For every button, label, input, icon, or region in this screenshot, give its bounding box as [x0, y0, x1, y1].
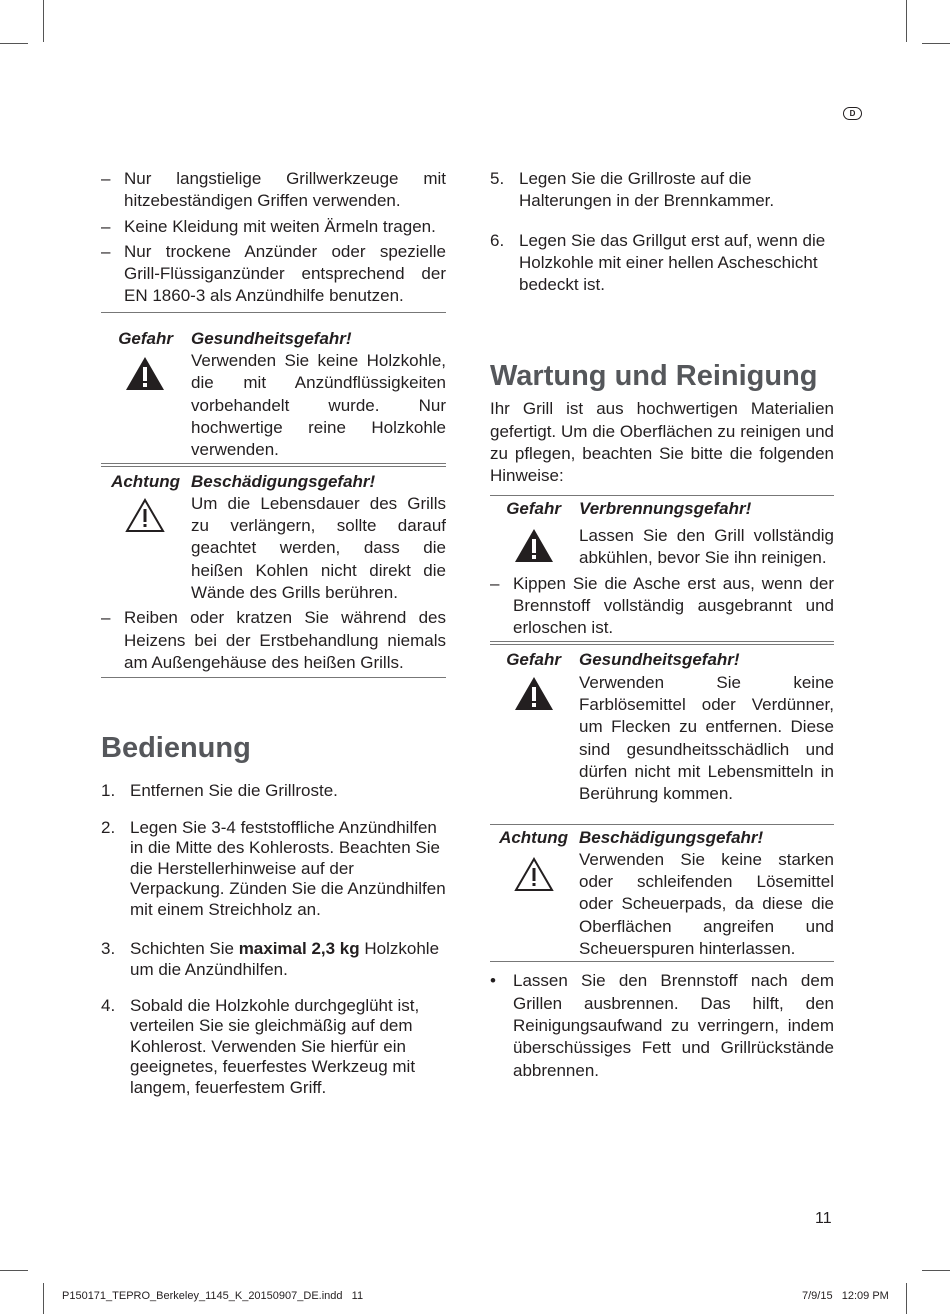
caution-warning — [101, 471, 446, 605]
list-item: 6. Legen Sie das Grillgut erst auf, wenn die Holzkohle mit einer hellen Ascheschicht bedeckt ist. — [490, 230, 826, 295]
intro-text: Ihr Grill ist aus hochwertigen Materialien gefertigt. Um die Oberflächen zu reinigen und zu pflegen, beachten Sie bitte die folgenden Hinweise: — [490, 399, 834, 486]
list-item: – Reiben oder kratzen Sie während des Heizens bei der Erstbehandlung niemals am Außengehäuse des heißen Grills. — [101, 608, 446, 672]
warning-text: Verwenden Sie keine starken oder schleifenden Lösemittel oder Scheuerpads, da diese die Oberflächen angreifen und Scheuerspuren hinterlassen. — [579, 849, 834, 959]
warning-label: Gefahr — [506, 650, 561, 670]
crop-mark — [906, 0, 907, 42]
warning-text: Um die Lebensdauer des Grills zu verlängern, sollte darauf geachtet werden, dass die heißen Kohlen nicht direkt die Wände des Grills berühren. — [191, 493, 446, 603]
list-item: 2. Legen Sie 3-4 feststoffliche Anzündhilfen in die Mitte des Kohlerosts. Beachten Sie die Herstellerhinweise auf der Verpackung. Zünden Sie die Anzündhilfen mit einem Streichholz an. — [101, 817, 446, 919]
language-badge: D — [843, 107, 862, 120]
list-item: – Kippen Sie die Asche erst aus, wenn der Brennstoff vollständig ausgebrannt und erloschen ist. — [490, 573, 834, 638]
section-heading: Wartung und Reinigung — [490, 360, 818, 393]
warning-label: Gefahr — [118, 328, 173, 348]
caution-triangle-icon — [125, 498, 165, 533]
warning-triangle-icon — [125, 356, 165, 391]
left-column — [101, 168, 446, 1098]
list-item: 4. Sobald die Holzkohle durchgeglüht ist, verteilen Sie sie gleichmäßig auf dem Kohlerost. Verwenden Sie hierfür ein geeignetes, feuerfestes Werkzeug mit langem, feuerfestem Griff. — [101, 995, 420, 1097]
crop-mark — [922, 1270, 950, 1271]
crop-mark — [922, 43, 950, 44]
warning-title: Beschädigungsgefahr! — [579, 827, 764, 847]
section-heading: Bedienung — [101, 732, 251, 765]
warning-title: Gesundheitsgefahr! — [579, 650, 740, 670]
warning-title: Gesundheitsgefahr! — [191, 328, 352, 348]
warning-text: Verwenden Sie keine Holzkohle, die mit Anzündflüssigkeiten vorbehandelt wurde. Nur hochwertige reine Holzkohle verwenden. — [191, 351, 446, 460]
warning-text: Verwenden Sie keine Farblösemittel oder Verdünner, um Flecken zu entfernen. Diese sind gesundheitsschädlich und dürfen nicht mit Lebensmitteln in Berührung kommen. — [579, 672, 834, 804]
danger-warning — [490, 649, 834, 805]
crop-mark — [43, 1283, 44, 1314]
warning-label: Achtung — [499, 827, 568, 847]
list-item: – Nur trockene Anzünder oder spezielle Grill-Flüssiganzünder entsprechend der EN 1860-3 als Anzündhilfe benutzen. — [101, 241, 446, 306]
list-item: – Keine Kleidung mit weiten Ärmeln tragen. — [101, 216, 436, 236]
caution-triangle-icon — [514, 857, 554, 892]
crop-mark — [43, 0, 44, 42]
list-item: – Nur langstielige Grillwerkzeuge mit hitzebeständigen Griffen verwenden. — [101, 169, 446, 211]
danger-warning — [101, 328, 446, 462]
warning-title: Verbrennungsgefahr! — [579, 498, 752, 518]
list-item: 1. Entfernen Sie die Grillroste. — [101, 781, 338, 801]
crop-mark — [906, 1283, 907, 1314]
warning-title: Beschädigungsgefahr! — [191, 471, 376, 491]
list-item: 5. Legen Sie die Grillroste auf die Halterungen in der Brennkammer. — [490, 169, 775, 211]
right-column — [490, 168, 834, 1082]
list-item: • Lassen Sie den Brennstoff nach dem Grillen ausbrennen. Das hilft, den Reinigungsaufwand zu verringern, indem überschüssiges Fett und Grillrückstände abbrennen. — [490, 971, 834, 1080]
warning-triangle-icon — [514, 528, 554, 563]
warning-text: Lassen Sie den Grill vollständig abkühlen, bevor Sie ihn reinigen. — [579, 525, 834, 568]
list-item: 3. Schichten Sie maximal 2,3 kg Holzkohle um die Anzündhilfen. — [101, 938, 440, 979]
danger-warning — [490, 498, 834, 570]
crop-mark — [0, 1270, 28, 1271]
page-number: 11 — [815, 1210, 832, 1227]
warning-triangle-icon — [514, 676, 554, 711]
footer-date: 7/9/15 12:09 PM — [802, 1290, 889, 1302]
warning-label: Achtung — [111, 471, 180, 491]
crop-mark — [0, 43, 28, 44]
warning-label: Gefahr — [506, 498, 561, 518]
footer-file: P150171_TEPRO_Berkeley_1145_K_20150907_DE.indd 11 — [62, 1290, 364, 1302]
caution-warning — [490, 827, 834, 961]
